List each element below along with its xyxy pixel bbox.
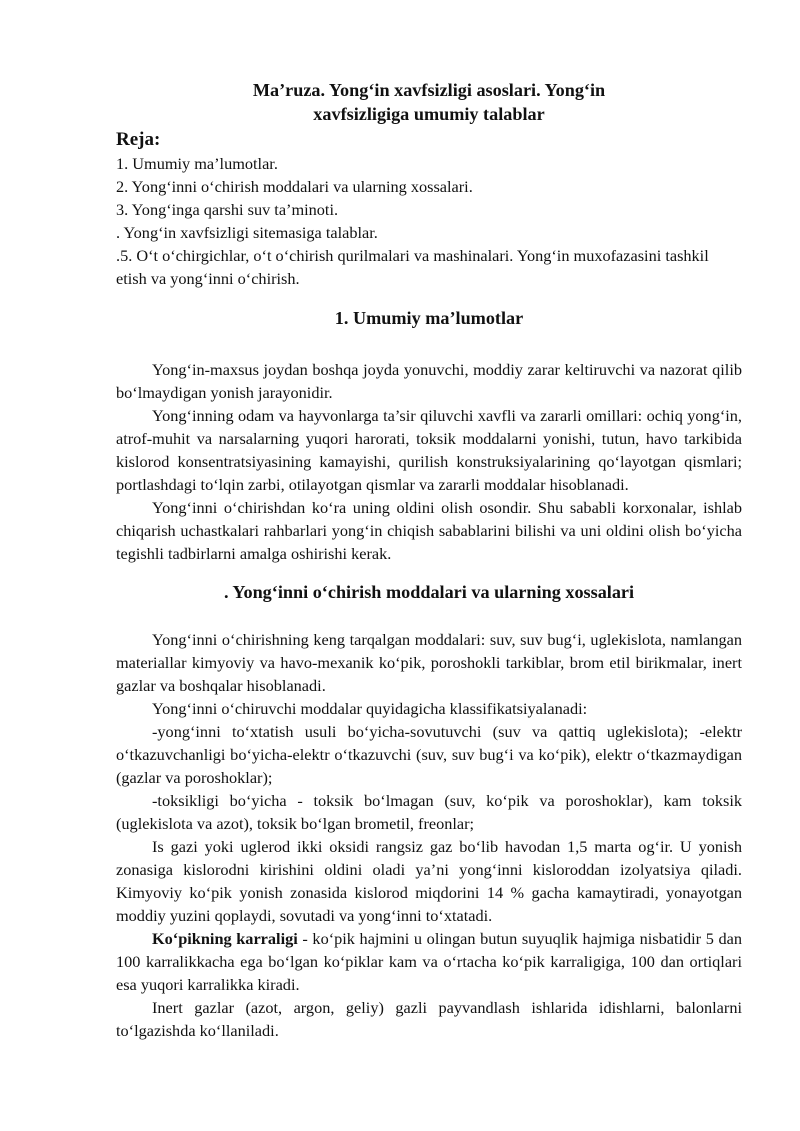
plan-item: 2. Yong‘inni o‘chirish moddalari va ularning xossalari.	[116, 177, 473, 196]
plan-item: 3. Yong‘inga qarshi suv ta’minoti.	[116, 200, 339, 219]
section-1-paragraph: Yong‘inni o‘chirishdan ko‘ra uning oldini olish osondir. Shu sababli korxonalar, ishlab chiqarish uchastkalari rahbarlari yong‘in chiqish sabablarini bilishi va uni oldini olish bo‘yicha tegishli tadbirlarni amalga oshirishi kerak.	[116, 498, 742, 563]
section-2-paragraph: -toksikligi bo‘yicha - toksik bo‘lmagan (suv, ko‘pik va poroshoklar), kam toksik (uglekislota va azot), toksik bo‘lgan brometil, freonlar;	[116, 791, 742, 833]
section-1-heading: 1. Umumiy ma’lumotlar	[334, 308, 524, 328]
document-title-line-2: xavfsizligiga umumiy talablar	[313, 104, 545, 124]
term-definition: - ko‘pik hajmini u olingan butun suyuqlik hajmiga nisbatidir 5 dan 100 karralikkacha ega bo‘lgan ko‘piklar kam va o‘rtacha ko‘pik karraligiga, 100 dan ortiqlari esa yuqori karralikka kiradi.	[116, 929, 742, 994]
plan-item: 1. Umumiy ma’lumotlar.	[116, 154, 278, 173]
section-2-paragraph: Inert gazlar (azot, argon, geliy) gazli payvandlash ishlarida idishlarni, balonlarni to‘lgazishda ko‘llaniladi.	[116, 998, 742, 1040]
section-2-paragraph: Yong‘inni o‘chirishning keng tarqalgan moddalari: suv, suv bug‘i, uglekislota, namlangan materiallar kimyoviy va havo-mexanik ko‘pik, poroshokli tarkiblar, brom etil birikmalar, inert gazlar va boshqalar hisoblanadi.	[116, 630, 742, 695]
section-2-paragraph: Yong‘inni o‘chiruvchi moddalar quyidagicha klassifikatsiyalanadi:	[152, 699, 588, 718]
plan-item: .5. O‘t o‘chirgichlar, o‘t o‘chirish qurilmalari va mashinalari. Yong‘in muxofazasini tashkil etish va yong‘inni o‘chirish.	[116, 246, 709, 288]
section-1-paragraph: Yong‘inning odam va hayvonlarga ta’sir qiluvchi xavfli va zararli omillari: ochiq yong‘in, atrof-muhit va narsalarning yuqori harorati, toksik moddalarni yonishi, tutun, havo tarkibida kislorod konsentratsiyasining kamayishi, qurilish konstruksiyalarining qo‘layotgan qismlari; portlashdagi to‘lqin zarbi, otilayotgan qismlar va zararli moddalar hisoblanadi.	[116, 406, 742, 494]
section-2-paragraph: -yong‘inni to‘xtatish usuli bo‘yicha-sovutuvchi (suv va qattiq uglekislota); -elektr o‘tkazuvchanligi bo‘yicha-elektr o‘tkazuvchi (suv, suv bug‘i va ko‘pik), elektr o‘tkazmaydigan (gazlar va poroshoklar);	[116, 722, 742, 787]
section-2-paragraph: Is gazi yoki uglerod ikki oksidi rangsiz gaz bo‘lib havodan 1,5 marta og‘ir. U yonish zonasiga kislorodni kirishini oldini oladi ya’ni yong‘inni kisloroddan izolyatsiya qiladi. Kimyoviy ko‘pik yonish zonasida kislorod miqdorini 14 % gacha kamaytiradi, yonayotgan moddiy yuzini qoplaydi, sovutadi va yong‘inni to‘xtatadi.	[116, 837, 742, 925]
document-title-line-1: Ma’ruza. Yong‘in xavfsizligi asoslari. Yong‘in	[252, 80, 606, 100]
document-title	[116, 78, 742, 126]
plan-heading: Reja:	[116, 129, 161, 150]
section-2-heading: . Yong‘inni o‘chirish moddalari va ularning xossalari	[223, 582, 635, 602]
plan-item: . Yong‘in xavfsizligi sitemasiga talablar.	[116, 223, 378, 242]
bold-term: Ko‘pikning karraligi	[152, 929, 298, 948]
section-2-paragraph	[116, 927, 742, 996]
document-page	[116, 78, 742, 1042]
plan-list	[116, 152, 742, 290]
section-1-paragraph: Yong‘in-maxsus joydan boshqa joyda yonuvchi, moddiy zarar keltiruvchi va nazorat qilib bo‘lmaydigan yonish jarayonidir.	[116, 360, 742, 402]
